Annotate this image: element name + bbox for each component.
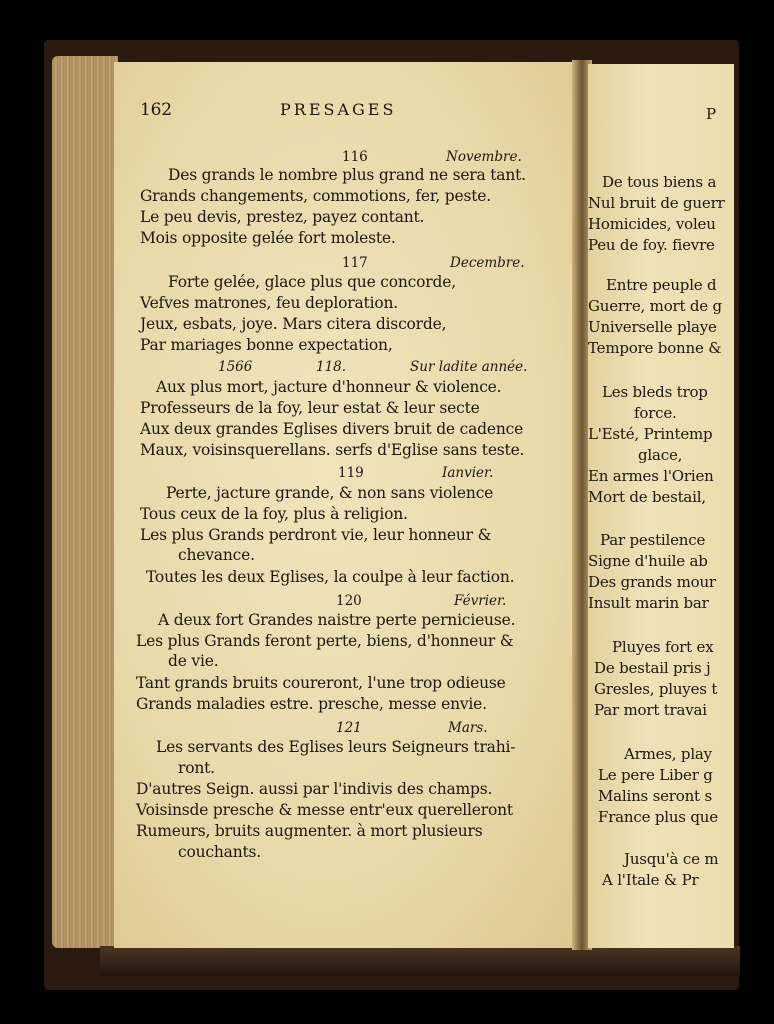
verse-line: L'Esté, Printemp [588, 425, 713, 443]
page-number: 162 [140, 100, 172, 120]
verse-line: Les plus Grands feront perte, biens, d'honneur & [136, 632, 514, 650]
entry-month: Novembre. [446, 149, 522, 165]
verse-line: Gresles, pluyes t [594, 680, 718, 698]
entry-month: Février. [454, 593, 507, 609]
verse-line: Armes, play [624, 745, 712, 763]
verse-line: Jeux, esbats, joye. Mars citera discorde, [140, 315, 447, 333]
verse-line: Insult marin bar [588, 594, 709, 612]
right-page [588, 64, 734, 948]
verse-line: Homicides, voleu [588, 215, 716, 233]
verse-line: De bestail pris j [594, 659, 711, 677]
running-head: P [706, 105, 716, 123]
entry-number: 117 [342, 255, 368, 271]
verse-line: Rumeurs, bruits augmenter. à mort plusieurs [136, 822, 483, 840]
entry-month: Decembre. [450, 255, 525, 271]
verse-line: Vefves matrones, feu deploration. [140, 294, 398, 312]
verse-line: Malins seront s [598, 787, 712, 805]
verse-line: Les servants des Eglises leurs Seigneurs trahi- [156, 738, 516, 756]
entry-number: 120 [336, 593, 362, 609]
verse-line: Tous ceux de la foy, plus à religion. [140, 505, 408, 523]
entry-number: 118. [316, 359, 347, 375]
verse-line: Peu de foy. fievre [588, 236, 715, 254]
verse-line: chevance. [178, 546, 255, 564]
verse-line: A l'Itale & Pr [602, 871, 699, 889]
verse-line: Les bleds trop [602, 383, 708, 401]
verse-line: Perte, jacture grande, & non sans violence [166, 484, 494, 502]
verse-line: Par mariages bonne expectation, [140, 336, 393, 354]
verse-line: Guerre, mort de g [588, 297, 722, 315]
verse-line: Mort de bestail, [588, 488, 706, 506]
verse-line: glace, [638, 446, 683, 464]
verse-line: Universelle playe [588, 318, 717, 336]
verse-line: Le pere Liber g [598, 766, 713, 784]
verse-line: D'autres Seign. aussi par l'indivis des champs. [136, 780, 493, 798]
verse-line: Pluyes fort ex [612, 638, 714, 656]
entry-number: 119 [338, 465, 364, 481]
verse-line: couchants. [178, 843, 261, 861]
running-head: PRESAGES [280, 100, 397, 119]
entry-number: 116 [342, 149, 368, 165]
verse-line: Voisinsde presche & messe entr'eux querelleront [136, 801, 513, 819]
verse-line: ront. [178, 759, 215, 777]
verse-line: Les plus Grands perdront vie, leur honneur & [140, 526, 492, 544]
verse-line: Des grands mour [588, 573, 716, 591]
verse-line: Le peu devis, prestez, payez contant. [140, 208, 425, 226]
verse-line: Nul bruit de guerr [588, 194, 725, 212]
verse-line: Par pestilence [600, 531, 706, 549]
verse-line: Toutes les deux Eglises, la coulpe à leur faction. [146, 568, 515, 586]
verse-line: Aux deux grandes Eglises divers bruit de cadence [140, 420, 524, 438]
verse-line: force. [634, 404, 677, 422]
verse-line: Forte gelée, glace plus que concorde, [168, 273, 456, 291]
book-bottom-edge [100, 946, 740, 976]
verse-line: A deux fort Grandes naistre perte pernicieuse. [158, 611, 516, 629]
verse-line: de vie. [168, 652, 219, 670]
verse-line: Grands maladies estre. presche, messe envie. [136, 695, 487, 713]
verse-line: Entre peuple d [606, 276, 717, 294]
verse-line: Tempore bonne & [588, 339, 722, 357]
verse-line: France plus que [598, 808, 718, 826]
entry-month: Mars. [448, 720, 488, 736]
entry-month: Sur ladite année. [410, 359, 528, 375]
verse-line: En armes l'Orien [588, 467, 714, 485]
page-fore-edge [52, 56, 118, 948]
verse-line: Tant grands bruits coureront, l'une trop odieuse [136, 674, 506, 692]
verse-line: Des grands le nombre plus grand ne sera tant. [168, 166, 526, 184]
entry-month: Ianvier. [442, 465, 494, 481]
verse-line: Signe d'huile ab [588, 552, 708, 570]
verse-line: De tous biens a [602, 173, 717, 191]
verse-line: Mois opposite gelée fort moleste. [140, 229, 396, 247]
entry-year: 1566 [218, 359, 253, 375]
verse-line: Grands changements, commotions, fer, peste. [140, 187, 491, 205]
verse-line: Maux, voisinsquerellans. serfs d'Eglise sans teste. [140, 441, 525, 459]
verse-line: Aux plus mort, jacture d'honneur & violence. [156, 378, 502, 396]
verse-line: Par mort travai [594, 701, 707, 719]
left-page [114, 62, 582, 948]
verse-line: Professeurs de la foy, leur estat & leur secte [140, 399, 480, 417]
entry-number: 121 [336, 720, 362, 736]
verse-line: Jusqu'à ce m [624, 850, 719, 868]
